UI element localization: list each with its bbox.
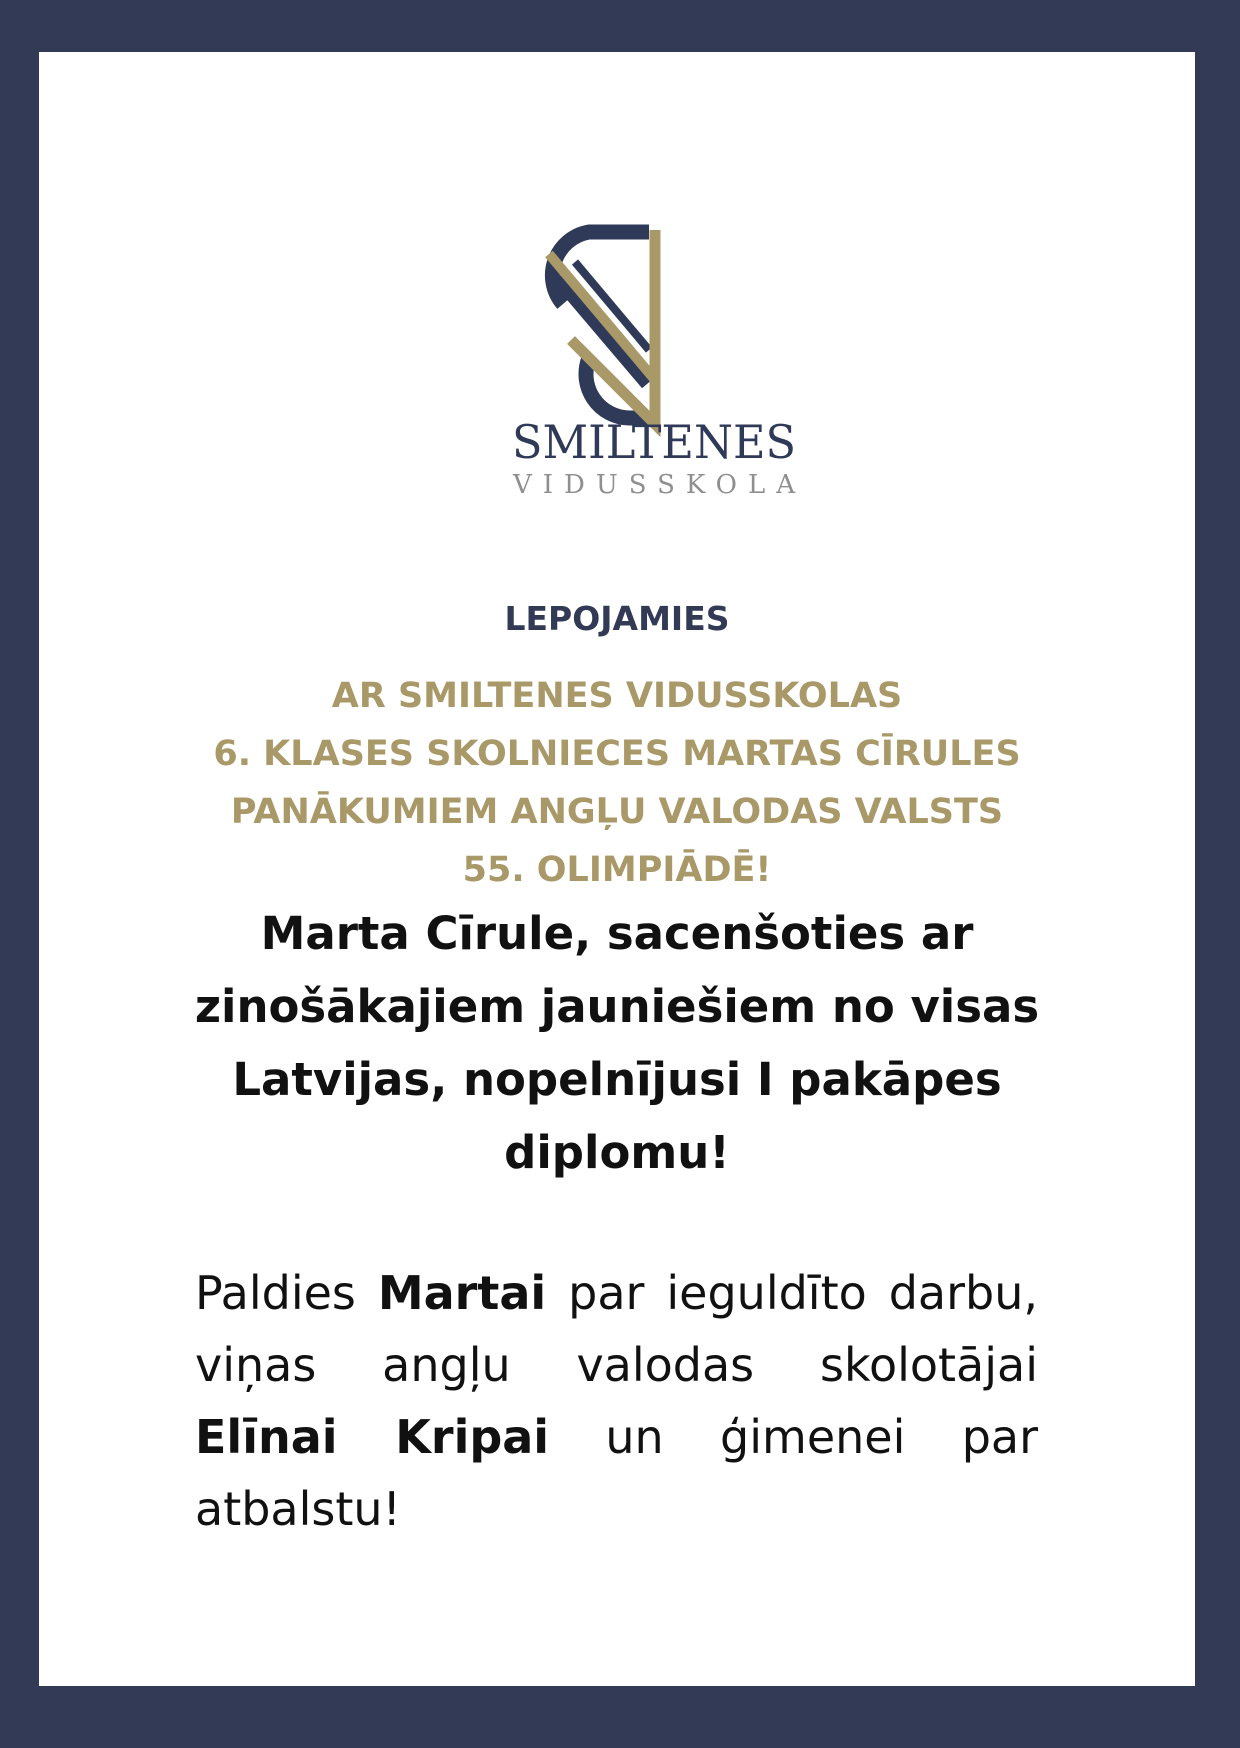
kicker-heading: LEPOJAMIES bbox=[504, 599, 730, 638]
thanks-student-name: Martai bbox=[377, 1266, 547, 1320]
logo-stripe-gold-icon bbox=[549, 254, 655, 380]
lead-paragraph: Marta Cīrule, sacenšoties ar zinošākajiem jauniešiem no visas Latvijas, nopelnījusi I pakāpes diplomu! bbox=[194, 907, 1040, 1179]
thanks-text: un ģimenei par atbalstu! bbox=[195, 1410, 1038, 1536]
thanks-text: par ieguldīto darbu, viņas angļu valodas skolotājai bbox=[195, 1266, 1038, 1392]
thanks-text: Paldies bbox=[195, 1266, 378, 1320]
thanks-teacher-name: Elīnai Kripai bbox=[195, 1410, 550, 1464]
headline-line: AR SMILTENES VIDUSSKOLAS bbox=[331, 676, 903, 716]
logo-name-line2: VIDUSSKOLA bbox=[513, 470, 795, 500]
logo-name-line1: SMILTENES bbox=[512, 415, 796, 469]
thanks-paragraph bbox=[195, 1257, 1038, 1545]
achievement-headline bbox=[139, 667, 1095, 899]
headline-line: 55. OLIMPIĀDĒ! bbox=[462, 850, 772, 890]
poster-card bbox=[39, 52, 1195, 1686]
headline-line: 6. KLASES SKOLNIECES MARTAS CĪRULES bbox=[213, 734, 1021, 774]
school-logo bbox=[479, 162, 839, 512]
headline-line: PANĀKUMIEM ANGĻU VALODAS VALSTS bbox=[230, 792, 1004, 832]
